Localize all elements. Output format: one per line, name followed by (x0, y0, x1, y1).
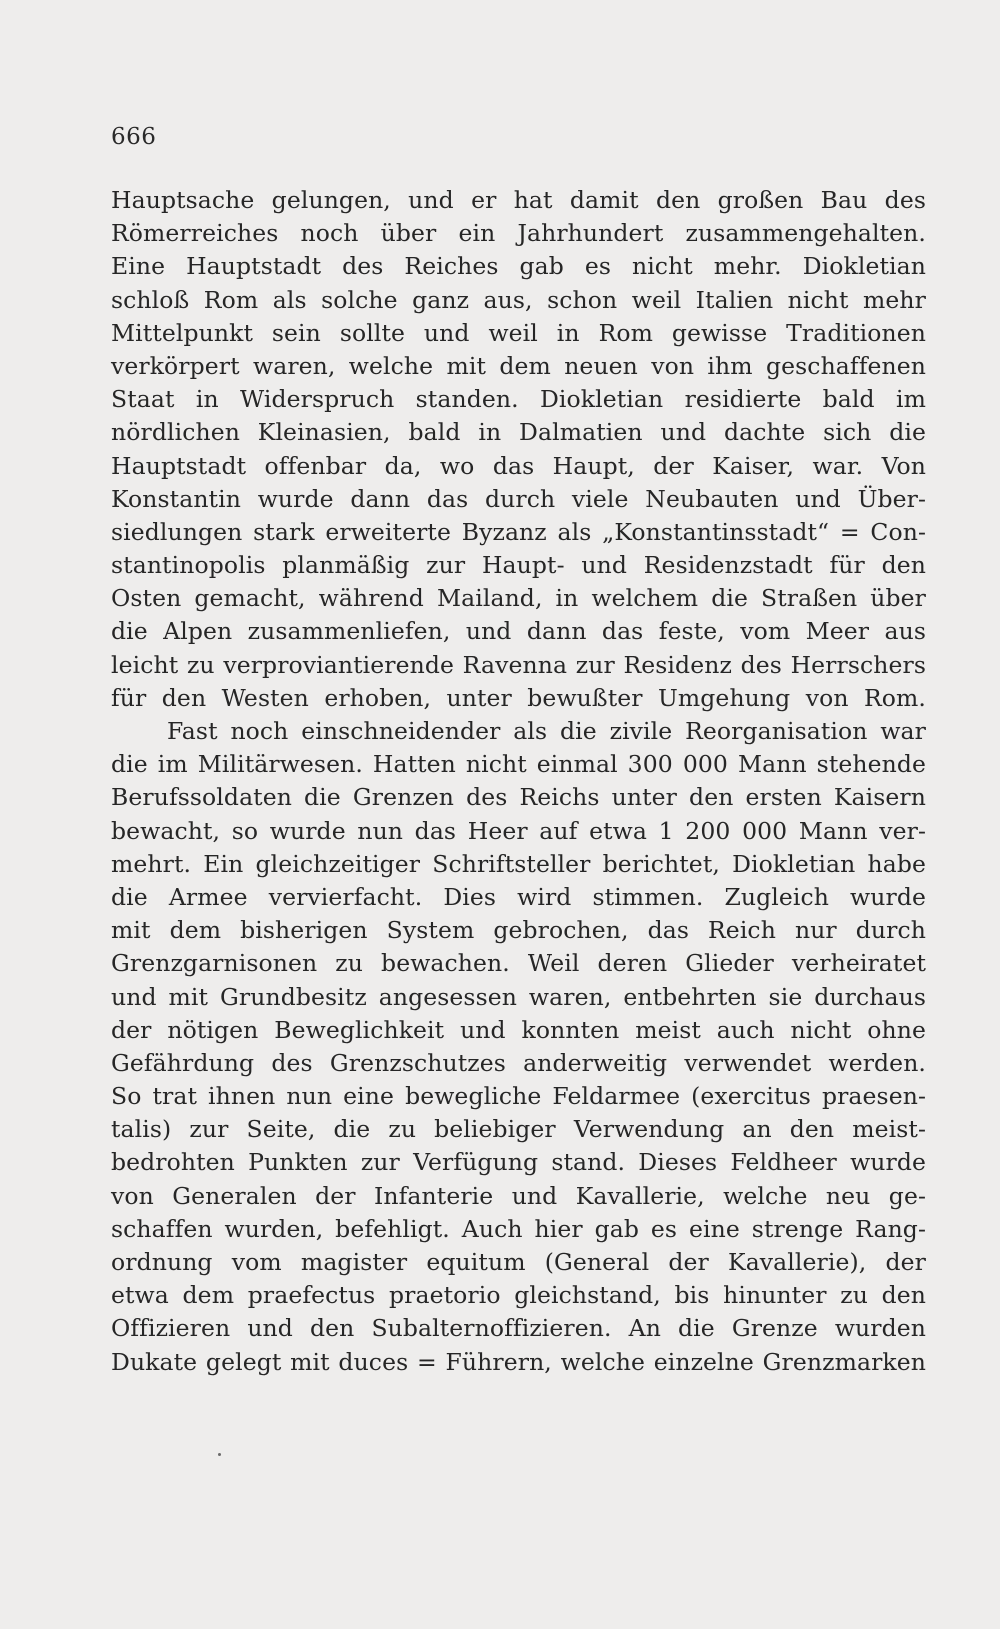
text-line: die Armee vervierfacht. Dies wird stimmen. Zugleich wurde (111, 882, 926, 911)
text-line: verkörpert waren, welche mit dem neuen von ihm geschaffenen (111, 351, 926, 380)
text-line: die Alpen zusammenliefen, und dann das feste, vom Meer aus (111, 617, 926, 646)
text-line: stantinopolis planmäßig zur Haupt- und Residenzstadt für den (111, 551, 926, 580)
text-line: der nötigen Beweglichkeit und konnten meist auch nicht ohne (111, 1015, 926, 1044)
text-line: mit dem bisherigen System gebrochen, das Reich nur durch (111, 916, 926, 945)
text-line: So trat ihnen nun eine bewegliche Feldarmee (exercitus praesen- (111, 1082, 926, 1111)
text-line: Gefährdung des Grenzschutzes anderweitig verwendet werden. (111, 1048, 926, 1077)
text-line: Konstantin wurde dann das durch viele Neubauten und Über- (111, 484, 926, 513)
page-number: 666 (111, 124, 157, 150)
text-line: die im Militärwesen. Hatten nicht einmal 300 000 Mann stehende (111, 750, 926, 779)
text-line: mehrt. Ein gleichzeitiger Schriftsteller berichtet, Diokletian habe (111, 849, 926, 878)
text-line: Mittelpunkt sein sollte und weil in Rom gewisse Traditionen (111, 318, 926, 347)
text-line: Offizieren und den Subalternoffizieren. An die Grenze wurden (111, 1314, 926, 1343)
text-line: Eine Hauptstadt des Reiches gab es nicht mehr. Diokletian (111, 252, 926, 281)
text-line: ordnung vom magister equitum (General der Kavallerie), der (111, 1248, 926, 1276)
text-line: Hauptsache gelungen, und er hat damit den großen Bau des (111, 186, 926, 214)
text-line: für den Westen erhoben, unter bewußter Umgehung von Rom. (111, 683, 926, 712)
text-line: Staat in Widerspruch standen. Diokletian residierte bald im (111, 385, 926, 414)
text-line: Fast noch einschneidender als die zivile Reorganisation war (167, 717, 926, 745)
text-line: etwa dem praefectus praetorio gleichstand, bis hinunter zu den (111, 1281, 926, 1310)
paper-speck (218, 1453, 221, 1456)
text-line: leicht zu verproviantierende Ravenna zur Residenz des Herrschers (111, 650, 926, 679)
text-line: schaffen wurden, befehligt. Auch hier gab es eine strenge Rang- (111, 1214, 926, 1243)
text-line: von Generalen der Infanterie und Kavallerie, welche neu ge- (111, 1181, 926, 1210)
text-line: siedlungen stark erweiterte Byzanz als „Konstantinsstadt“ = Con- (111, 517, 926, 546)
text-line: Hauptstadt offenbar da, wo das Haupt, der Kaiser, war. Von (111, 451, 926, 480)
text-line: nördlichen Kleinasien, bald in Dalmatien und dachte sich die (111, 418, 926, 447)
text-line: Berufssoldaten die Grenzen des Reichs unter den ersten Kaisern (111, 783, 926, 812)
text-line: Grenzgarnisonen zu bewachen. Weil deren Glieder verheiratet (111, 949, 926, 978)
text-line: bewacht, so wurde nun das Heer auf etwa 1 200 000 Mann ver- (111, 816, 926, 845)
text-line: bedrohten Punkten zur Verfügung stand. Dieses Feldheer wurde (111, 1148, 926, 1177)
body-text (111, 184, 926, 1379)
text-line: und mit Grundbesitz angesessen waren, entbehrten sie durchaus (111, 982, 926, 1011)
text-line: Römerreiches noch über ein Jahrhundert zusammengehalten. (111, 219, 926, 248)
text-line: schloß Rom als solche ganz aus, schon weil Italien nicht mehr (111, 285, 926, 314)
text-line: Osten gemacht, während Mailand, in welchem die Straßen über (111, 584, 926, 613)
text-line: Dukate gelegt mit duces = Führern, welche einzelne Grenzmarken (111, 1347, 926, 1376)
text-line: talis) zur Seite, die zu beliebiger Verwendung an den meist- (111, 1115, 926, 1144)
